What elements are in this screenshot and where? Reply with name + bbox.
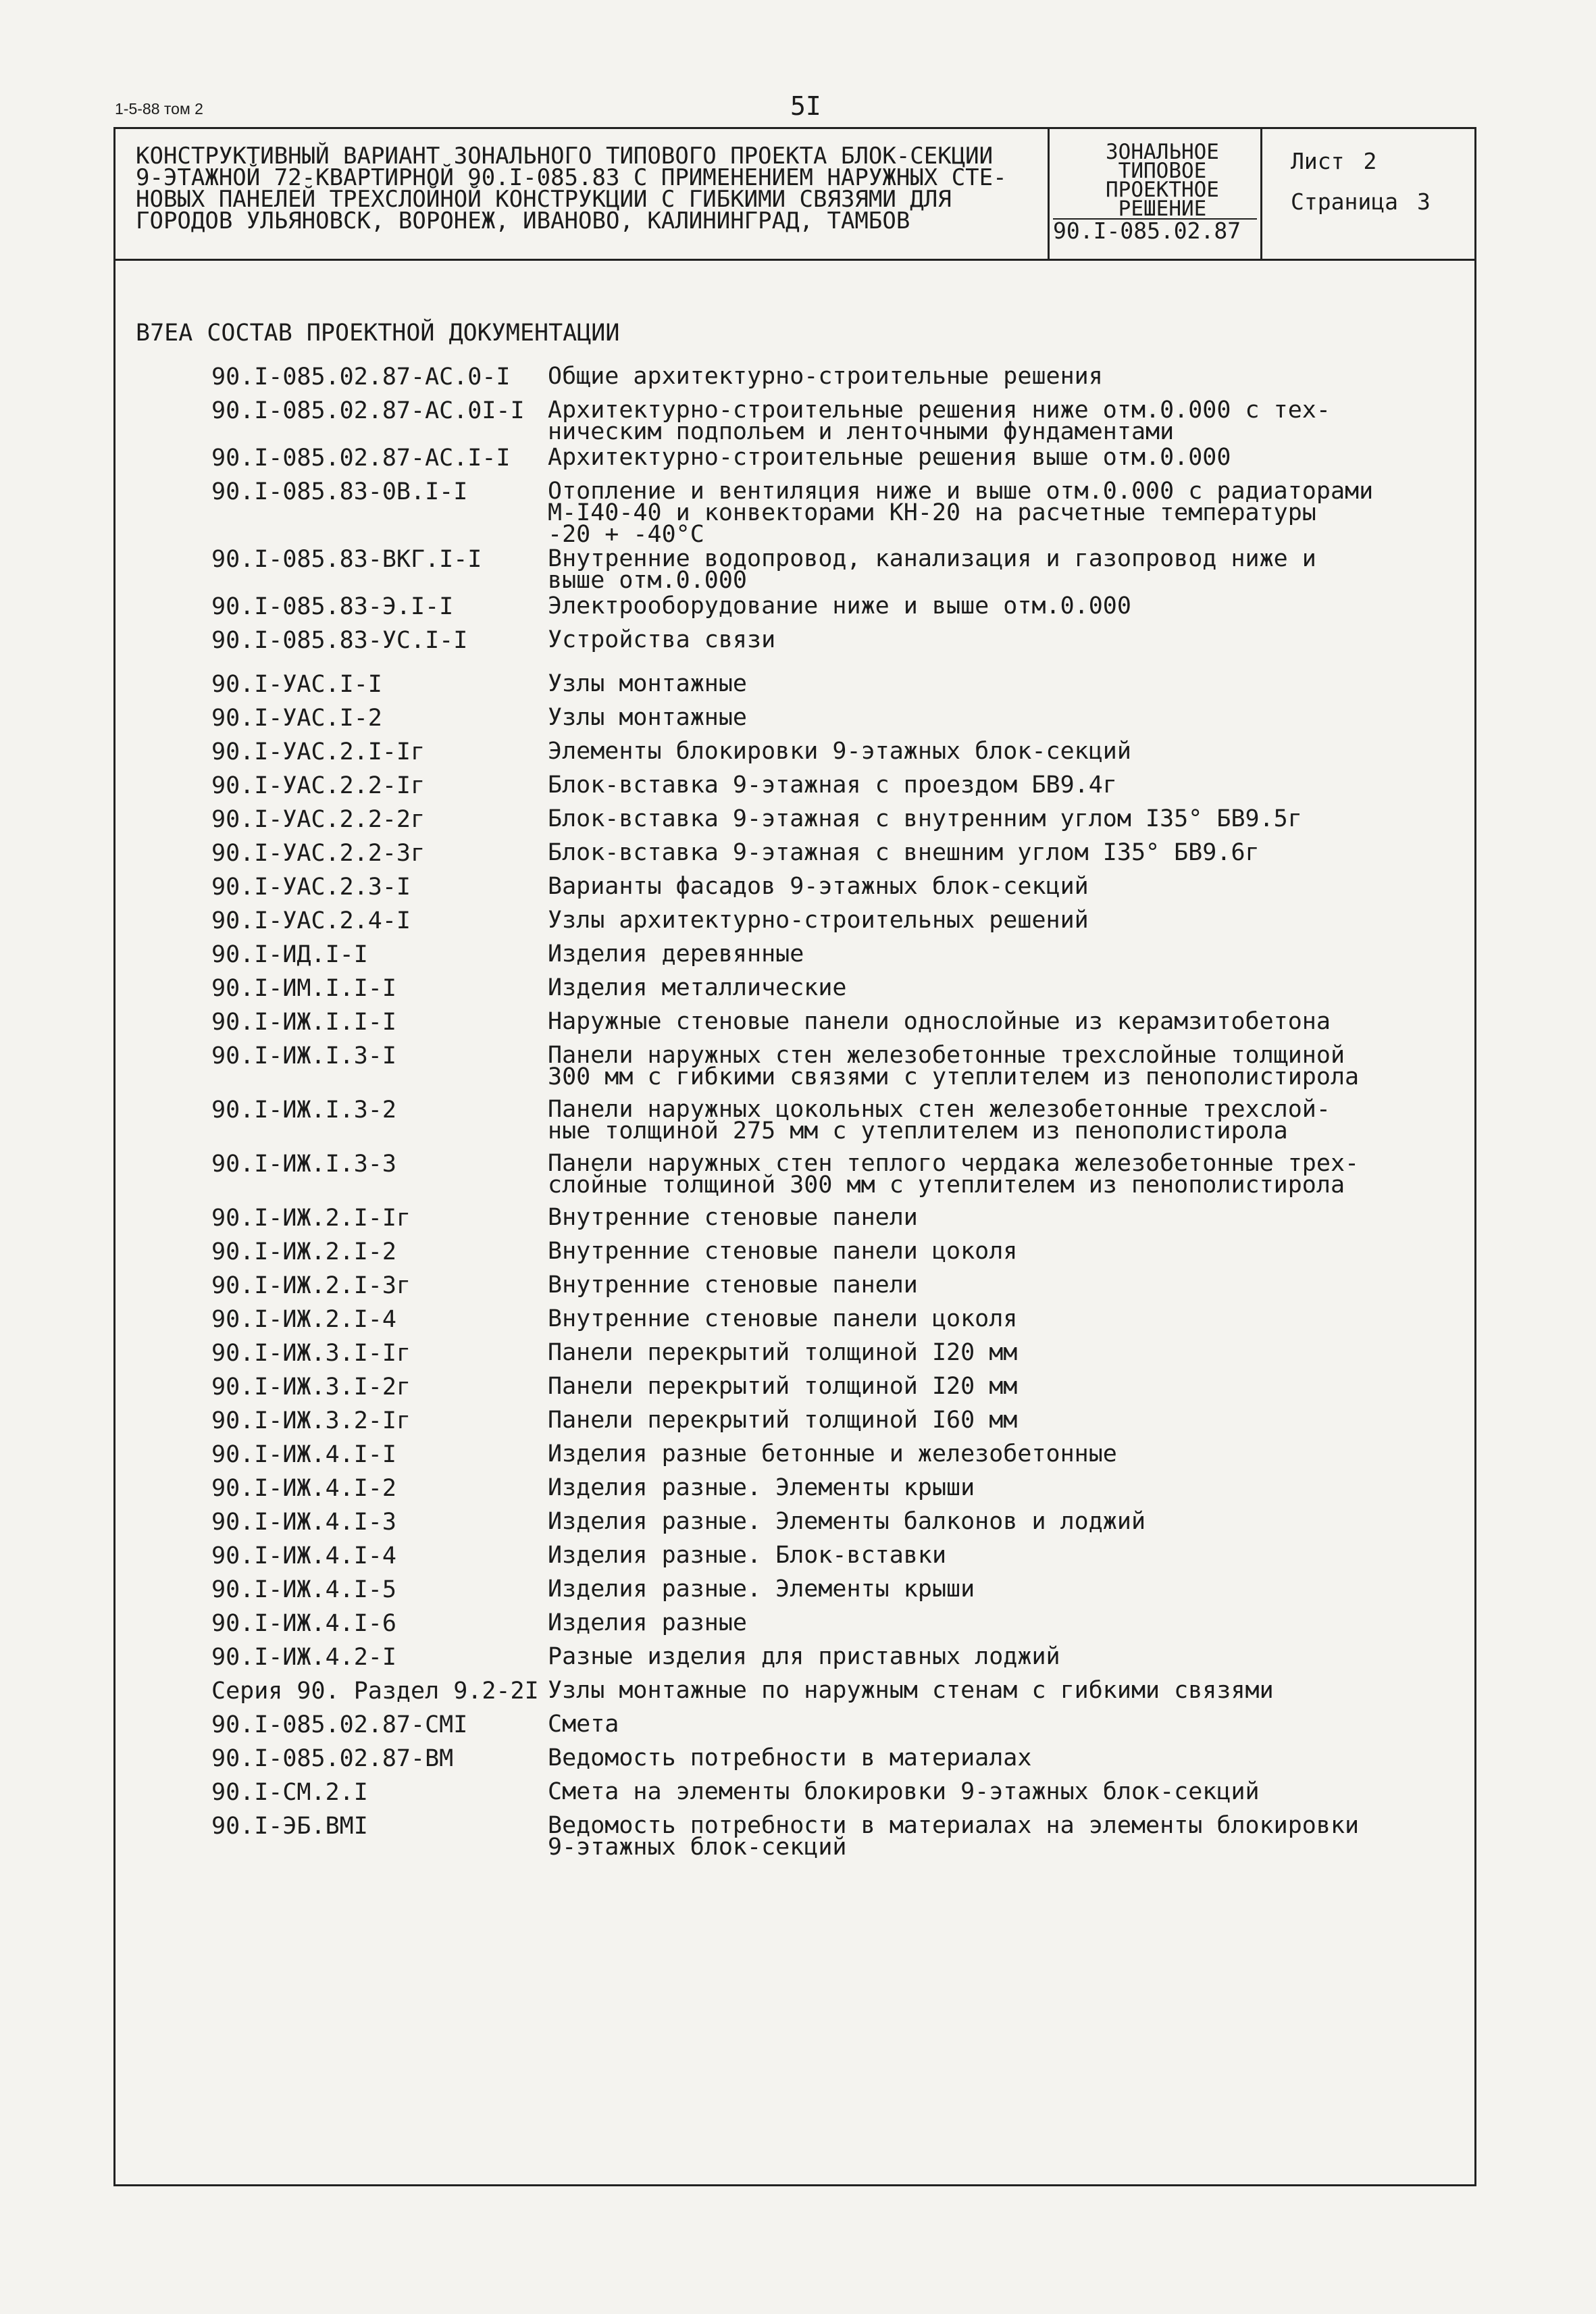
document-description xyxy=(548,478,1439,548)
description-line: Узлы монтажные xyxy=(548,670,748,697)
document-code: 90.I-ИЖ.2.I-3г xyxy=(211,1272,411,1299)
description-line: Блок-вставка 9-этажная с проездом БВ9.4г xyxy=(548,772,1117,799)
document-description xyxy=(548,805,1439,832)
document-description xyxy=(548,670,1439,697)
decision-line: РЕШЕНИЕ xyxy=(1118,197,1207,221)
description-line: Панели наружных цокольных стен железобетонные трехслой- xyxy=(548,1096,1331,1123)
document-description xyxy=(548,399,1439,443)
project-title-line: КОНСТРУКТИВНЫЙ ВАРИАНТ ЗОНАЛЬНОГО ТИПОВОГО ПРОЕКТА БЛОК-СЕКЦИИ xyxy=(136,143,994,170)
document-code: 90.I-ИЖ.2.I-2 xyxy=(211,1238,396,1265)
description-line: М-I40-40 и конвекторами КН-20 на расчетные температуры xyxy=(548,499,1316,526)
document-code: 90.I-ЭБ.ВМI xyxy=(211,1813,368,1840)
page-info xyxy=(1291,182,1431,222)
description-line: Ведомость потребности в материалах xyxy=(548,1744,1032,1771)
document-description xyxy=(548,363,1439,390)
document-code: 90.I-УАС.I-I xyxy=(211,671,382,698)
document-code: 90.I-085.02.87-АС.0I-I xyxy=(211,397,525,424)
description-line: Внутренние стеновые панели xyxy=(548,1272,918,1299)
description-line: -20 + -40°С xyxy=(548,521,704,548)
document-code: 90.I-085.83-Э.I-I xyxy=(211,593,454,620)
document-frame xyxy=(113,127,1476,2186)
document-code: 90.I-ИЖ.I.3-3 xyxy=(211,1151,396,1178)
sheet-value: 2 xyxy=(1363,148,1377,174)
document-description xyxy=(548,1042,1439,1090)
document-code: 90.I-ИЖ.3.2-Iг xyxy=(211,1407,411,1434)
document-description xyxy=(548,1711,1439,1738)
document-code: 90.I-ИМ.I.I-I xyxy=(211,975,396,1002)
document-code: 90.I-085.83-0В.I-I xyxy=(211,478,468,505)
document-code: 90.I-СМ.2.I xyxy=(211,1779,368,1806)
description-line: Ведомость потребности в материалах на элементы блокировки xyxy=(548,1812,1360,1839)
document-description xyxy=(548,1744,1439,1771)
description-line: Элементы блокировки 9-этажных блок-секций xyxy=(548,738,1131,765)
document-description xyxy=(548,1609,1439,1636)
document-code: 90.I-ИЖ.4.2-I xyxy=(211,1644,396,1671)
document-code: 90.I-ИЖ.4.I-6 xyxy=(211,1610,396,1637)
document-description xyxy=(548,839,1439,866)
description-line: Панели перекрытий толщиной I60 мм xyxy=(548,1407,1018,1434)
document-code: 90.I-УАС.2.2-Iг xyxy=(211,772,426,799)
description-line: Панели наружных стен теплого чердака железобетонные трех- xyxy=(548,1150,1360,1177)
title-block xyxy=(115,129,1474,261)
description-line: Варианты фасадов 9-этажных блок-секций xyxy=(548,873,1089,900)
document-description xyxy=(548,974,1439,1001)
document-code: 90.I-УАС.2.I-Iг xyxy=(211,738,426,765)
page-label: Страница xyxy=(1291,188,1398,215)
document-description xyxy=(548,772,1439,799)
description-line: Узлы монтажные xyxy=(548,704,748,731)
document-code: 90.I-УАС.2.2-2г xyxy=(211,806,426,833)
document-description xyxy=(548,1305,1439,1332)
description-line: Блок-вставка 9-этажная с внутренним углом I35° БВ9.5г xyxy=(548,805,1302,832)
decision-line: ТИПОВОЕ xyxy=(1118,159,1207,183)
document-description xyxy=(548,593,1439,620)
description-line: Панели перекрытий толщиной I20 мм xyxy=(548,1339,1018,1366)
page-number: 5I xyxy=(790,91,821,121)
decision-line: ПРОЕКТНОЕ xyxy=(1106,178,1219,202)
project-title-line: ГОРОДОВ УЛЬЯНОВСК, ВОРОНЕЖ, ИВАНОВО, КАЛИНИНГРАД, ТАМБОВ xyxy=(136,207,910,234)
document-description xyxy=(548,1778,1439,1805)
document-code: 90.I-ИЖ.4.I-4 xyxy=(211,1542,396,1569)
description-line: Смета на элементы блокировки 9-этажных блок-секций xyxy=(548,1778,1260,1805)
project-title-line: НОВЫХ ПАНЕЛЕЙ ТРЕХСЛОЙНОЙ КОНСТРУКЦИИ С ГИБКИМИ СВЯЗЯМИ ДЛЯ xyxy=(136,186,952,213)
document-code: 90.I-085.02.87-СМI xyxy=(211,1711,468,1738)
document-code: 90.I-УАС.2.3-I xyxy=(211,874,411,901)
document-description xyxy=(548,1407,1439,1434)
title-block-divider xyxy=(1048,129,1050,259)
description-line: Изделия разные. Элементы крыши xyxy=(548,1474,975,1501)
document-code: 90.I-ИЖ.4.I-I xyxy=(211,1441,396,1468)
document-description xyxy=(548,545,1439,594)
decision-cell xyxy=(1053,140,1257,244)
description-line: Изделия разные. Блок-вставки xyxy=(548,1542,947,1569)
document-description xyxy=(548,1238,1439,1265)
document-description xyxy=(548,1474,1439,1501)
page-value: 3 xyxy=(1416,188,1431,215)
document-code: 90.I-085.02.87-АС.0-I xyxy=(211,363,511,391)
document-description xyxy=(548,1373,1439,1400)
document-description xyxy=(548,738,1439,765)
document-code: 90.I-ИЖ.2.I-Iг xyxy=(211,1205,411,1232)
document-code: 90.I-ИД.I-I xyxy=(211,941,368,968)
description-line: Общие архитектурно-строительные решения xyxy=(548,363,1103,390)
description-line: Изделия деревянные xyxy=(548,940,804,967)
decision-code: 90.I-085.02.87 xyxy=(1053,218,1257,243)
description-line: Внутренние водопровод, канализация и газопровод ниже и xyxy=(548,545,1316,572)
description-line: Блок-вставка 9-этажная с внешним углом I35° БВ9.6г xyxy=(548,839,1260,866)
document-code: 90.I-ИЖ.I.3-2 xyxy=(211,1097,396,1124)
document-code: Серия 90. Раздел 9.2-2I xyxy=(211,1678,539,1705)
document-code: 90.I-085.02.87-АС.I-I xyxy=(211,445,511,472)
document-code: 90.I-УАС.I-2 xyxy=(211,705,382,732)
sheet-cell xyxy=(1291,141,1431,222)
document-code: 90.I-ИЖ.4.I-2 xyxy=(211,1475,396,1502)
decision-line: ЗОНАЛЬНОЕ xyxy=(1106,140,1219,164)
description-line: Изделия металлические xyxy=(548,974,847,1001)
description-line: Внутренние стеновые панели цоколя xyxy=(548,1305,1018,1332)
document-description xyxy=(548,1339,1439,1366)
document-description xyxy=(548,1150,1439,1199)
description-line: ническим подпольем и ленточными фундаментами xyxy=(548,418,1175,445)
document-description xyxy=(548,626,1439,653)
document-description xyxy=(548,444,1439,471)
document-description xyxy=(548,1440,1439,1467)
document-code: 90.I-ИЖ.2.I-4 xyxy=(211,1306,396,1333)
document-code: 90.I-УАС.2.2-3г xyxy=(211,840,426,867)
document-code: 90.I-ИЖ.3.I-2г xyxy=(211,1374,411,1401)
description-line: слойные толщиной 300 мм с утеплителем из пенополистирола xyxy=(548,1172,1345,1199)
description-line: Смета xyxy=(548,1711,619,1738)
description-line: ные толщиной 275 мм с утеплителем из пенополистирола xyxy=(548,1117,1288,1145)
section-heading: В7ЕА СОСТАВ ПРОЕКТНОЙ ДОКУМЕНТАЦИИ xyxy=(136,320,620,347)
document-description xyxy=(548,1204,1439,1231)
title-block-divider xyxy=(1260,129,1262,259)
description-line: Архитектурно-строительные решения ниже отм.0.000 с тех- xyxy=(548,397,1331,424)
document-description xyxy=(548,1008,1439,1035)
document-code: 90.I-085.83-УС.I-I xyxy=(211,627,468,654)
document-description xyxy=(548,1576,1439,1603)
document-code: 90.I-ИЖ.4.I-3 xyxy=(211,1509,396,1536)
document-code: 90.I-ИЖ.I.I-I xyxy=(211,1009,396,1036)
description-line: 9-этажных блок-секций xyxy=(548,1834,847,1861)
document-code: 90.I-085.02.87-ВМ xyxy=(211,1745,454,1772)
document-code: 90.I-085.83-ВКГ.I-I xyxy=(211,546,482,573)
description-line: выше отм.0.000 xyxy=(548,567,748,594)
description-line: Разные изделия для приставных лоджий xyxy=(548,1643,1060,1670)
description-line: Изделия разные xyxy=(548,1609,748,1636)
description-line: Панели наружных стен железобетонные трехслойные толщиной xyxy=(548,1042,1345,1069)
document-description xyxy=(548,1542,1439,1569)
project-title-line: 9-ЭТАЖНОЙ 72-КВАРТИРНОЙ 90.I-085.83 С ПРИМЕНЕНИЕМ НАРУЖНЫХ СТЕ- xyxy=(136,164,1007,191)
document-description xyxy=(548,1812,1439,1861)
document-code: 90.I-УАС.2.4-I xyxy=(211,907,411,934)
document-description xyxy=(548,907,1439,934)
document-description xyxy=(548,940,1439,967)
document-description xyxy=(548,873,1439,900)
description-line: Изделия разные. Элементы крыши xyxy=(548,1576,975,1603)
description-line: Отопление и вентиляция ниже и выше отм.0.000 с радиаторами xyxy=(548,478,1374,505)
description-line: 300 мм с гибкими связями с утеплителем из пенополистирола xyxy=(548,1063,1360,1090)
description-line: Электрооборудование ниже и выше отм.0.000 xyxy=(548,593,1131,620)
description-line: Панели перекрытий толщиной I20 мм xyxy=(548,1373,1018,1400)
document-description xyxy=(548,1643,1439,1670)
document-description xyxy=(548,704,1439,731)
description-line: Внутренние стеновые панели xyxy=(548,1204,918,1231)
description-line: Наружные стеновые панели однослойные из керамзитобетона xyxy=(548,1008,1331,1035)
description-line: Изделия разные. Элементы балконов и лоджий xyxy=(548,1508,1146,1535)
description-line: Архитектурно-строительные решения выше отм.0.000 xyxy=(548,444,1231,471)
description-line: Изделия разные бетонные и железобетонные xyxy=(548,1440,1117,1467)
sheet-label: Лист xyxy=(1291,148,1345,174)
document-description xyxy=(548,1508,1439,1535)
description-line: Устройства связи xyxy=(548,626,776,653)
sheet-info xyxy=(1291,141,1431,182)
document-description xyxy=(548,1096,1439,1145)
document-description xyxy=(548,1677,1439,1704)
volume-reference: 1-5-88 том 2 xyxy=(115,100,203,118)
description-line: Узлы архитектурно-строительных решений xyxy=(548,907,1089,934)
document-code: 90.I-ИЖ.I.3-I xyxy=(211,1042,396,1070)
document-description xyxy=(548,1272,1439,1299)
project-title xyxy=(136,145,1149,232)
description-line: Узлы монтажные по наружным стенам с гибкими связями xyxy=(548,1677,1274,1704)
description-line: Внутренние стеновые панели цоколя xyxy=(548,1238,1018,1265)
document-code: 90.I-ИЖ.4.I-5 xyxy=(211,1576,396,1603)
document-code: 90.I-ИЖ.3.I-Iг xyxy=(211,1340,411,1367)
